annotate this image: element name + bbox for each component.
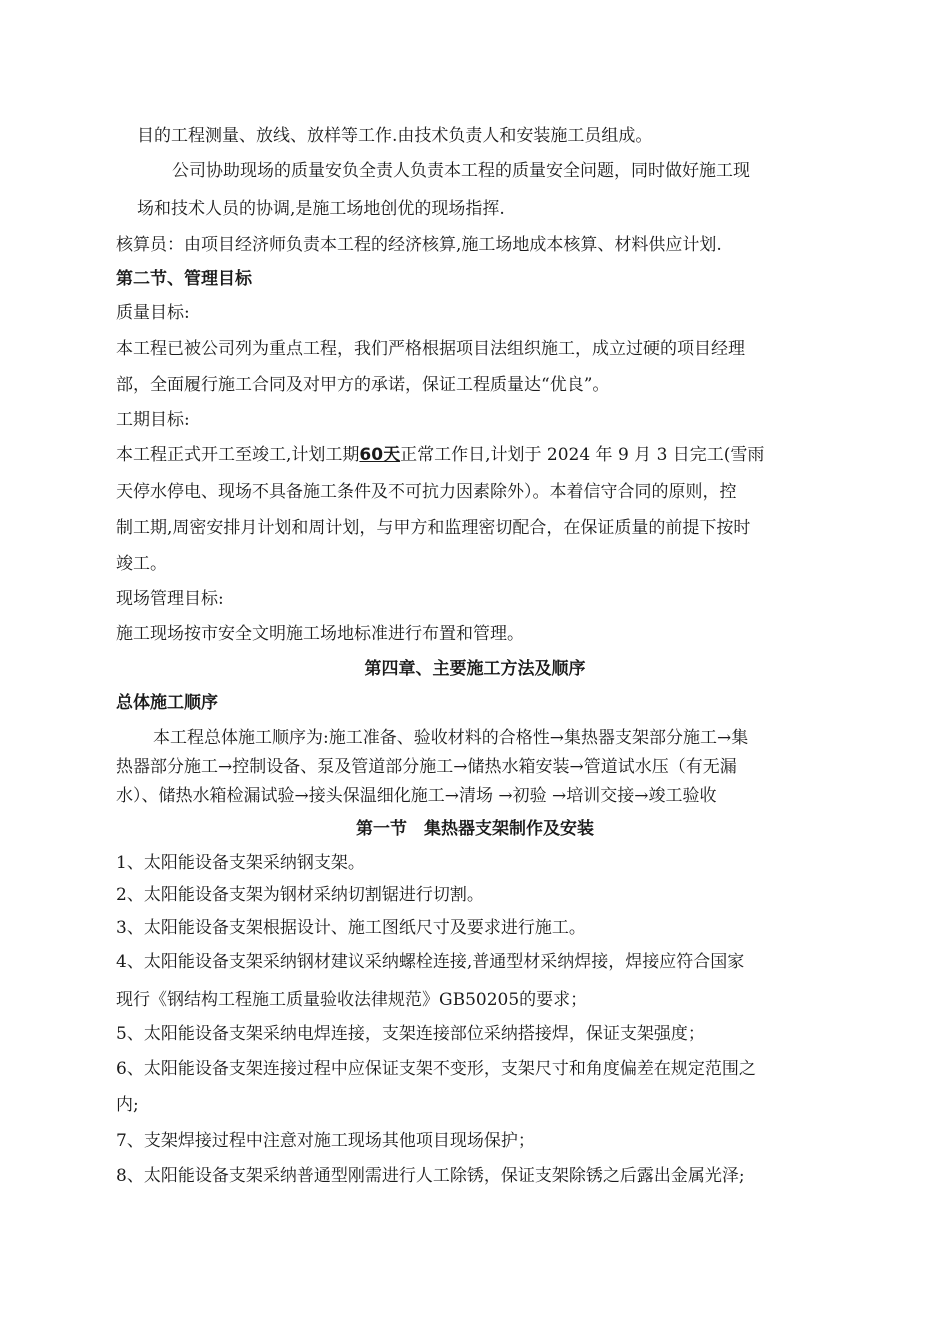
chapter-heading: 第四章、主要施工方法及顺序 bbox=[364, 659, 586, 679]
paragraph-line: 天停水停电、现场不具备施工条件及不可抗力因素除外）。本着信守合同的原则，控 bbox=[116, 482, 737, 502]
paragraph-line: 场和技术人员的协调,是施工场地创优的现场指挥. bbox=[137, 199, 505, 219]
list-item: 5、太阳能设备支架采纳电焊连接，支架连接部位采纳搭接焊，保证支架强度； bbox=[116, 1024, 705, 1044]
list-item: 1、太阳能设备支架采纳钢支架。 bbox=[116, 853, 365, 873]
paragraph-line bbox=[116, 444, 764, 466]
paragraph-line: 部，全面履行施工合同及对甲方的承诺，保证工程质量达“优良”。 bbox=[116, 375, 610, 395]
list-item: 8、太阳能设备支架采纳普通型刚需进行人工除锈，保证支架除锈之后露出金属光泽; bbox=[116, 1166, 745, 1186]
subheading-quality: 质量目标: bbox=[116, 303, 190, 323]
paragraph-line: 制工期,周密安排月计划和周计划，与甲方和监理密切配合，在保证质量的前提下按时 bbox=[116, 518, 751, 538]
list-item: 2、太阳能设备支架为钢材采纳切割锯进行切割。 bbox=[116, 885, 484, 905]
paragraph-line: 核算员：由项目经济师负责本工程的经济核算,施工场地成本核算、材料供应计划. bbox=[116, 235, 722, 255]
list-item: 7、支架焊接过程中注意对施工现场其他项目现场保护； bbox=[116, 1131, 535, 1151]
paragraph-line: 施工现场按市安全文明施工场地标准进行布置和管理。 bbox=[116, 624, 524, 644]
subsection-heading: 总体施工顺序 bbox=[116, 693, 218, 713]
paragraph-line: 水）、储热水箱检漏试验→接头保温细化施工→清场 →初验 →培训交接→竣工验收 bbox=[116, 786, 717, 806]
subheading-site: 现场管理目标: bbox=[116, 589, 224, 609]
paragraph-line: 公司协助现场的质量安负全责人负责本工程的质量安全问题，同时做好施工现 bbox=[172, 161, 750, 181]
paragraph-line: 目的工程测量、放线、放样等工作.由技术负责人和安装施工员组成。 bbox=[137, 126, 653, 146]
list-item: 现行《钢结构工程施工质量验收法律规范》GB50205的要求； bbox=[116, 990, 588, 1010]
subheading-schedule: 工期目标: bbox=[116, 410, 190, 430]
schedule-text-post: 正常工作日,计划于 2024 年 9 月 3 日完工(雪雨 bbox=[400, 445, 765, 465]
section-heading: 第一节 集热器支架制作及安装 bbox=[356, 819, 594, 839]
schedule-days: 60天 bbox=[359, 445, 401, 465]
list-item: 3、太阳能设备支架根据设计、施工图纸尺寸及要求进行施工。 bbox=[116, 918, 586, 938]
list-item: 4、太阳能设备支架采纳钢材建议采纳螺栓连接,普通型材采纳焊接，焊接应符合国家 bbox=[116, 952, 745, 972]
section-heading: 第二节、管理目标 bbox=[116, 269, 252, 289]
paragraph-line: 竣工。 bbox=[116, 554, 167, 574]
paragraph-line: 热器部分施工→控制设备、泵及管道部分施工→储热水箱安装→管道试水压（有无漏 bbox=[116, 757, 737, 777]
paragraph-line: 本工程总体施工顺序为:施工准备、验收材料的合格性→集热器支架部分施工→集 bbox=[153, 728, 749, 748]
list-item: 6、太阳能设备支架连接过程中应保证支架不变形，支架尺寸和角度偏差在规定范围之 bbox=[116, 1059, 756, 1079]
schedule-text-pre: 本工程正式开工至竣工,计划工期 bbox=[116, 445, 360, 465]
paragraph-line: 本工程已被公司列为重点工程，我们严格根据项目法组织施工，成立过硬的项目经理 bbox=[116, 339, 745, 359]
list-item: 内; bbox=[116, 1095, 139, 1115]
